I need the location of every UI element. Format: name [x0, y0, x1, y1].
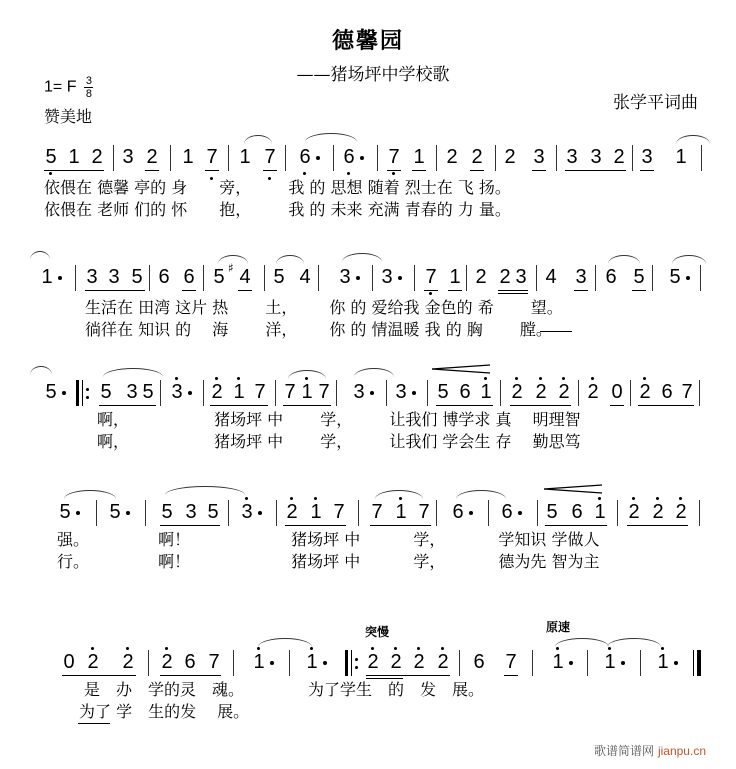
lyrics-verse-2: 徜徉在 知识 的 海 洋， 你 的 情温暖 我 的 胸 膛。 [85, 320, 552, 339]
crescendo-mark [432, 364, 492, 374]
lyrics-verse-2: 依偎在 老师 们的 怀 抱， 我 的 未来 充满 青春的 力 量。 [44, 200, 511, 219]
tempo-marking: 赞美地 [44, 107, 93, 126]
song-title: 德馨园 [331, 28, 404, 54]
key-label: 1= F [44, 78, 77, 96]
lyrics-verse-1: 是 办 学的灵 魂。 为了学生 的 发 展。 [84, 680, 485, 699]
lyrics-verse-2: 行。 啊！ 猪场坪 中 学， 德为先 智为主 [57, 552, 600, 571]
tempo-original-mark: 原速 [546, 620, 571, 634]
lyrics-verse-1: 啊， 猪场坪 中 学， 让我们 博学求 真 明理智 [97, 410, 581, 429]
tempo-slow-mark: 突慢 [365, 625, 390, 639]
key-signature [44, 76, 93, 99]
lyrics-verse-1: 生活在 田湾 这片 热 土， 你 的 爱给我 金色的 希 望。 [85, 298, 563, 317]
time-signature: $\frac{3}{8}$ [85, 75, 93, 100]
song-subtitle: ——猪场坪中学校歌 [296, 65, 450, 85]
watermark: 歌谱简谱网 jianpu.cn [593, 744, 706, 758]
lyrics-verse-2: 为了 学 生的发 展。 [79, 702, 250, 721]
lyrics-verse-1: 依偎在 德馨 亭的 身 旁， 我 的 思想 随着 烈士在 飞 扬。 [44, 178, 511, 197]
composer-credit: 张学平词曲 [613, 93, 698, 113]
crescendo-mark [544, 484, 604, 494]
lyrics-verse-1: 强。 啊！ 猪场坪 中 学， 学知识 学做人 [57, 530, 600, 549]
notes-line-1: 5 1 2 3 2 1 7 1 7 6 6 7 1 2 2 2 3 3 3 2 3 1 [0, 145, 736, 175]
lyrics-verse-2: 啊， 猪场坪 中 学， 让我们 学会生 存 勤思笃 [97, 432, 581, 451]
